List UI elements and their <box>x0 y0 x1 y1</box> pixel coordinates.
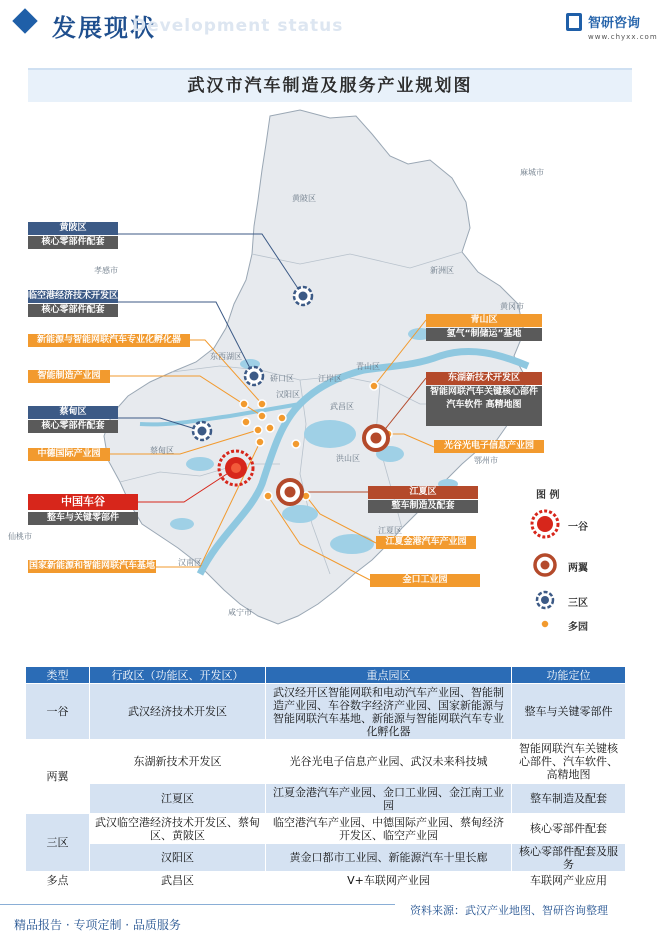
callout-jiangxia-title: 江夏区 <box>368 486 478 499</box>
park-marker <box>254 426 262 434</box>
park-marker <box>258 400 266 408</box>
map-area <box>0 104 664 660</box>
place-name: 江岸区 <box>318 374 342 383</box>
park-marker <box>264 492 272 500</box>
legend-item: 三区 <box>568 598 588 609</box>
table-cell-district: 汉阳区 <box>90 844 266 872</box>
table-cell-type: 两翼 <box>26 740 90 814</box>
callout-caidian-function: 核心零部件配套 <box>28 420 118 433</box>
place-name: 孝感市 <box>94 266 118 275</box>
callout-sino-german-title: 中德国际产业园 <box>28 448 110 461</box>
callout-huangpi-function: 核心零部件配套 <box>28 236 118 249</box>
callout-caidian-title: 蔡甸区 <box>28 406 118 419</box>
page-subtitle-ghost: Development status <box>132 16 344 36</box>
table-cell-parks: V+车联网产业园 <box>266 872 512 889</box>
legend-item: 多园 <box>568 622 588 633</box>
table-cell-type: 多点 <box>26 872 90 889</box>
table-header-function: 功能定位 <box>512 667 626 684</box>
table-row <box>26 684 626 740</box>
logo-url: www.chyxx.com <box>588 33 658 41</box>
table-row <box>26 784 626 814</box>
park-marker <box>258 412 266 420</box>
table-cell-parks: 临空港汽车产业园、中德国际产业园、蔡甸经济开发区、临空产业园 <box>266 814 512 844</box>
table-header-district: 行政区（功能区、开发区） <box>90 667 266 684</box>
footer-tagline: 精品报告 · 专项定制 · 品质服务 <box>14 918 181 932</box>
callout-nev-base-title: 国家新能源和智能网联汽车基地 <box>28 561 155 571</box>
place-name: 武昌区 <box>330 402 354 411</box>
place-name: 仙桃市 <box>8 532 32 541</box>
place-name: 东西湖区 <box>210 352 242 361</box>
table-header-row <box>26 667 626 684</box>
callout-optics-valley-title: 光谷光电子信息产业园 <box>434 440 544 453</box>
table-cell-type: 一谷 <box>26 684 90 740</box>
table-cell-district: 武汉经济技术开发区 <box>90 684 266 740</box>
table-cell-function: 核心零部件配套及服务 <box>512 844 626 872</box>
place-name: 新洲区 <box>430 266 454 275</box>
table-cell-district: 东湖新技术开发区 <box>90 740 266 784</box>
callout-china-valley-title: 中国车谷 <box>28 494 138 510</box>
map-title: 武汉市汽车制造及服务产业规划图 <box>28 68 632 102</box>
place-name: 鄂州市 <box>474 456 498 465</box>
place-name: 江夏区 <box>378 526 402 535</box>
table-cell-parks: 武汉经开区智能网联和电动汽车产业园、智能制造产业园、车谷数字经济产业园、国家新能源与智能网联汽车基地、新能源与智能网联汽车专业化孵化器 <box>266 684 512 740</box>
place-name: 咸宁市 <box>228 608 252 617</box>
park-marker <box>240 400 248 408</box>
logo-icon <box>566 13 582 31</box>
table-row <box>26 844 626 872</box>
park-marker <box>278 414 286 422</box>
callout-linkonggang-title: 临空港经济技术开发区 <box>28 291 118 301</box>
table-cell-district: 武昌区 <box>90 872 266 889</box>
callout-jiangxia-function: 整车制造及配套 <box>368 500 478 513</box>
legend-markers <box>532 511 558 628</box>
table-cell-function: 智能网联汽车关键核心部件、汽车软件、高精地图 <box>512 740 626 784</box>
callout-linkonggang-function: 核心零部件配套 <box>28 304 118 317</box>
callout-donghu-title: 东湖新技术开发区 <box>426 372 542 385</box>
table-row <box>26 814 626 844</box>
planning-table <box>25 666 626 889</box>
table-cell-parks: 黄金口都市工业园、新能源汽车十里长廊 <box>266 844 512 872</box>
table-cell-district: 武汉临空港经济技术开发区、蔡甸区、黄陂区 <box>90 814 266 844</box>
legend-item: 两翼 <box>568 563 588 574</box>
diamond-icon <box>12 8 37 33</box>
table-cell-function: 核心零部件配套 <box>512 814 626 844</box>
table-cell-type: 三区 <box>26 814 90 872</box>
callout-donghu-function: 智能网联汽车关键核心部件 汽车软件 高精地图 <box>426 386 542 426</box>
callout-smart-manufacturing-title: 智能制造产业园 <box>28 370 110 383</box>
park-marker <box>256 438 264 446</box>
footer-divider <box>0 904 395 905</box>
callout-jinkou-title: 金口工业园 <box>370 574 480 587</box>
park-marker <box>266 424 274 432</box>
place-name: 蔡甸区 <box>150 446 174 455</box>
table-header-parks: 重点园区 <box>266 667 512 684</box>
table-cell-function: 整车与关键零部件 <box>512 684 626 740</box>
table-cell-function: 整车制造及配套 <box>512 784 626 814</box>
park-marker <box>292 440 300 448</box>
place-name: 青山区 <box>356 362 380 371</box>
place-name: 汉南区 <box>178 558 202 567</box>
page-title: 发展现状 <box>52 14 156 42</box>
table-row <box>26 872 626 889</box>
table-cell-function: 车联网产业应用 <box>512 872 626 889</box>
park-marker <box>242 418 250 426</box>
place-name: 黄冈市 <box>500 302 524 311</box>
page-header <box>0 0 664 50</box>
footer-source: 资料来源：武汉产业地图、智研咨询整理 <box>410 904 608 917</box>
place-name: 黄陂区 <box>292 194 316 203</box>
callout-huangpi-title: 黄陂区 <box>28 222 118 235</box>
callout-jingang-title: 江夏金港汽车产业园 <box>376 536 476 549</box>
callout-incubator-title: 新能源与智能网联汽车专业化孵化器 <box>28 334 190 347</box>
place-name: 汉阳区 <box>276 390 300 399</box>
park-marker <box>370 382 378 390</box>
callout-china-valley-function: 整车与关键零部件 <box>28 512 138 525</box>
callout-qingshan-function: 氢气“制储运”基地 <box>426 328 542 341</box>
legend-title: 图 例 <box>536 490 560 501</box>
place-name: 麻城市 <box>520 168 544 177</box>
table-cell-parks: 光谷光电子信息产业园、武汉未来科技城 <box>266 740 512 784</box>
table-cell-parks: 江夏金港汽车产业园、金口工业园、金江南工业园 <box>266 784 512 814</box>
place-name: 硚口区 <box>270 374 294 383</box>
table-header-type: 类型 <box>26 667 90 684</box>
logo-name: 智研咨询 <box>588 16 641 31</box>
place-name: 洪山区 <box>336 454 360 463</box>
table-cell-district: 江夏区 <box>90 784 266 814</box>
table-row <box>26 740 626 784</box>
callout-qingshan-title: 青山区 <box>426 314 542 327</box>
legend-item: 一谷 <box>568 522 588 533</box>
